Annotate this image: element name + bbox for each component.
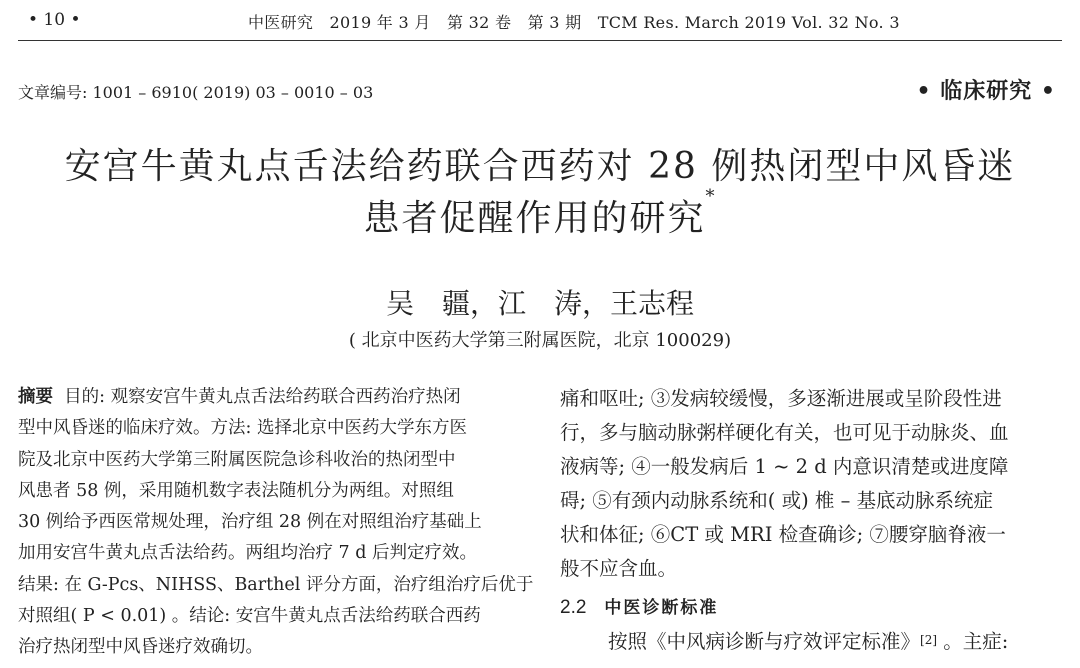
journal-header: 中医研究 2019 年 3 月 第 32 卷 第 3 期 TCM Res. March 2019 Vol. 32 No. 3 bbox=[248, 13, 900, 32]
authors: 吴 疆，江 涛，王志程 bbox=[385, 287, 694, 320]
title-line-1: 安宫牛黄丸点舌法给药联合西药对 28 例热闭型中风昏迷 bbox=[64, 146, 1016, 187]
abstract-line: 30 例给予西医常规处理，治疗组 28 例在对照组治疗基础上 bbox=[18, 512, 482, 533]
abstract-line: 对照组( P < 0.01) 。结论: 安宫牛黄丸点舌法给药联合西药 bbox=[18, 606, 481, 627]
body-line: 状和体征; ⑥CT 或 MRI 检查确诊; ⑦腰穿脑脊液一 bbox=[560, 523, 1006, 546]
abstract-line: 结果: 在 G-Pcs、NIHSS、Barthel 评分方面，治疗组治疗后优于 bbox=[18, 574, 534, 595]
abstract-line: 加用安宫牛黄丸点舌法给药。两组均治疗 7 d 后判定疗效。 bbox=[18, 543, 478, 564]
title-line-2-text: 患者促醒作用的研究 bbox=[363, 198, 706, 239]
title-line-2 bbox=[0, 186, 1080, 241]
abstract-line bbox=[18, 382, 528, 413]
abstract-column bbox=[18, 382, 534, 664]
abstract-label: 摘要 bbox=[18, 387, 53, 407]
body-line: 液病等; ④一般发病后 1 ~ 2 d 内意识清楚或进度障 bbox=[560, 455, 1009, 478]
abstract-line: 型中风昏迷的临床疗效。方法: 选择北京中医药大学东方医 bbox=[18, 418, 467, 439]
body-text: 。主症: bbox=[937, 630, 1009, 653]
article-number: 文章编号: 1001 – 6910( 2019) 03 – 0010 – 03 bbox=[18, 83, 374, 102]
abstract-line: 治疗热闭型中风昏迷疗效确切。 bbox=[18, 637, 263, 658]
page-number: • 10 • bbox=[28, 10, 81, 30]
body-text: 按照《中风病诊断与疗效评定标准》 bbox=[608, 630, 921, 653]
abstract-text: 目的: 观察安宫牛黄丸点舌法给药联合西药治疗热闭 bbox=[64, 387, 461, 407]
abstract-line: 院及北京中医药大学第三附属医院急诊科收治的热闭型中 bbox=[18, 449, 456, 470]
reference-mark: [2] bbox=[920, 633, 938, 647]
body-column-right bbox=[560, 382, 1070, 659]
subheading-number: 2.2 bbox=[560, 597, 587, 618]
body-line bbox=[560, 625, 1070, 659]
body-line: 碍; ⑤有颈内动脉系统和( 或) 椎 – 基底动脉系统症 bbox=[560, 489, 994, 512]
section-label: • 临床研究 • bbox=[916, 79, 1056, 104]
body-line: 痛和呕吐; ③发病较缓慢，多逐渐进展或呈阶段性进 bbox=[560, 387, 1002, 410]
body-line: 般不应含血。 bbox=[560, 557, 678, 580]
title-footnote-mark: * bbox=[705, 186, 717, 207]
affiliation: ( 北京中医药大学第三附属医院，北京 100029) bbox=[348, 330, 732, 351]
subheading bbox=[560, 590, 1070, 625]
subheading-text: 中医诊断标准 bbox=[604, 598, 719, 618]
body-line: 行，多与脑动脉粥样硬化有关，也可见于动脉炎、血 bbox=[560, 421, 1009, 444]
header-rule bbox=[18, 40, 1062, 41]
abstract-line: 风患者 58 例，采用随机数字表法随机分为两组。对照组 bbox=[18, 480, 454, 501]
